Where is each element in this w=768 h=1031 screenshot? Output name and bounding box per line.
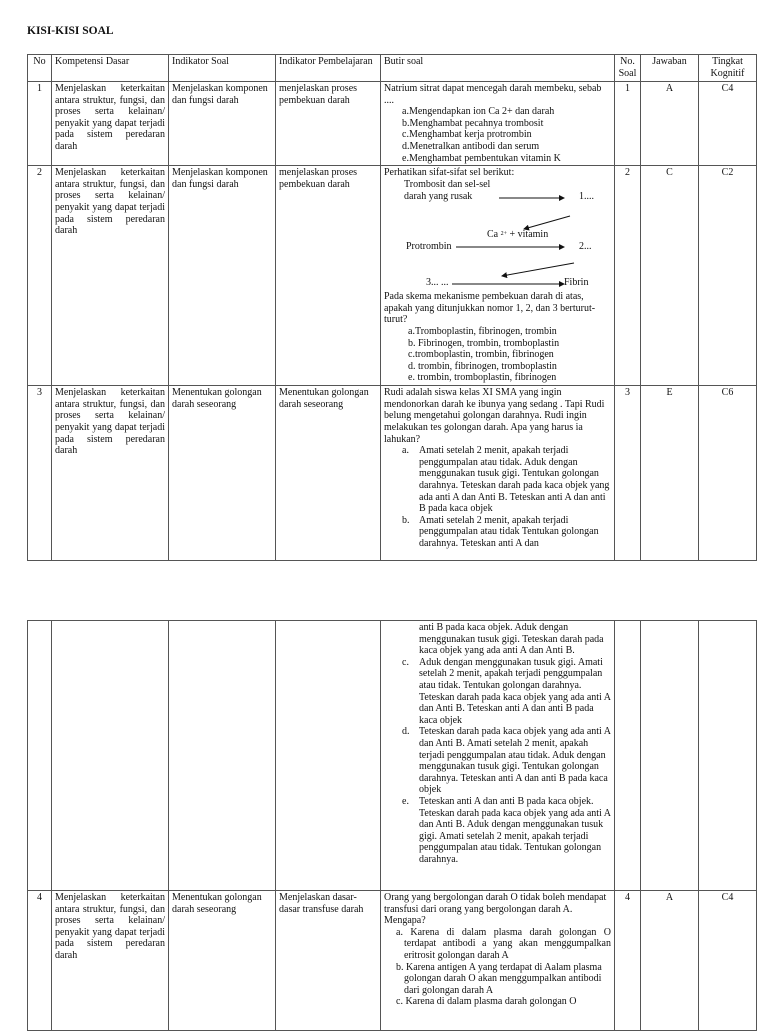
diagram-blank-1: 1.... [579, 191, 594, 203]
option-c: c.Menghambat kerja protrombin [402, 129, 532, 141]
table-row [28, 82, 757, 166]
jawaban: E [641, 386, 699, 561]
calcium-charge: 2+ [500, 231, 507, 238]
diagram-label: Fibrin [564, 277, 589, 289]
option-a: a. Karena di dalam plasma darah golongan O terdapat antibodi a yang akan menggumpalkan eritrosit golongan darah A [396, 926, 611, 961]
option-e [384, 796, 611, 866]
option-c: c.tromboplastin, trombin, fibrinogen [408, 349, 554, 361]
header-kompetensi-dasar: Kompetensi Dasar [52, 55, 169, 82]
row-no: 4 [28, 891, 52, 1031]
option-letter: a. [402, 445, 409, 457]
kompetensi-dasar: Menjelaskan keterkaitan antara struktur, fungsi, dan proses serta kelainan/ penyakit yang dapat terjadi pada sistem peredaran darah [52, 386, 169, 561]
option-text: Amati setelah 2 menit, apakah terjadi penggumpalan atau tidak Tentukan golongan darahnya. Teteskan anti A dan [419, 514, 599, 549]
question-text: Perhatikan sifat-sifat sel berikut: [384, 167, 515, 179]
empty-cell [169, 621, 276, 891]
option-d [384, 726, 611, 796]
indikator-pembelajaran: Menjelaskan dasar-dasar transfuse darah [276, 891, 381, 1031]
option-text: anti B pada kaca objek. Aduk dengan menggunakan tusuk gigi. Teteskan darah pada kaca objek yang ada anti A dan Anti B. [419, 622, 604, 657]
option-b [384, 515, 611, 550]
indikator-pembelajaran: menjelaskan proses pembekuan darah [276, 166, 381, 386]
option-d: d.Menetralkan antibodi dan serum [402, 140, 540, 152]
header-row [28, 55, 757, 82]
option-letter: b. [402, 514, 410, 526]
option-a: a.Mengendapkan ion Ca 2+ dan darah [402, 106, 555, 118]
butir-soal [381, 891, 615, 1031]
jawaban: C [641, 166, 699, 386]
empty-cell [699, 621, 757, 891]
option-b: b. Fibrinogen, trombin, tromboplastin [408, 337, 560, 349]
indikator-soal: Menjelaskan komponen dan fungsi darah [169, 82, 276, 166]
table-row [28, 621, 757, 891]
jawaban: A [641, 82, 699, 166]
empty-cell [28, 621, 52, 891]
header-indikator-pembelajaran: Indikator Pembelajaran [276, 55, 381, 82]
kisi-kisi-table-page-1 [27, 54, 757, 561]
question-text: Orang yang bergolongan darah O tidak boleh mendapat transfusi dari orang yang bergolongan darah A. Mengapa? [384, 892, 607, 927]
indikator-pembelajaran: Menentukan golongan darah seseorang [276, 386, 381, 561]
tingkat-kognitif: C4 [699, 891, 757, 1031]
kisi-kisi-table-page-2 [27, 620, 757, 1031]
diagram-label: Trombosit dan sel-sel [404, 179, 491, 191]
row-no: 1 [28, 82, 52, 166]
arrow-icon [502, 263, 574, 276]
jawaban: A [641, 891, 699, 1031]
empty-cell [276, 621, 381, 891]
option-e: e. trombin, tromboplastin, fibrinogen [408, 372, 557, 384]
tingkat-kognitif: C2 [699, 166, 757, 386]
question-text: Pada skema mekanisme pembekuan darah di atas, apakah yang ditunjukkan nomor 1, 2, dan 3 berturut-turut? [384, 291, 596, 326]
diagram-label: Protrombin [406, 241, 452, 253]
document-title: KISI-KISI SOAL [27, 25, 114, 37]
table-row [28, 891, 757, 1031]
option-c: c. Karena di dalam plasma darah golongan O [396, 996, 577, 1008]
option-b-continued: golongan darah O akan menggumpalkan antibodi dari golongan darah A [404, 973, 602, 996]
header-no-soal: No. Soal [615, 55, 641, 82]
header-no: No [28, 55, 52, 82]
diagram-label: darah yang rusak [404, 191, 473, 203]
diagram-arrows [384, 167, 614, 291]
row-no: 3 [28, 386, 52, 561]
butir-soal [381, 386, 615, 561]
kompetensi-dasar: Menjelaskan keterkaitan antara struktur, fungsi, dan proses serta kelainan/ penyakit yang dapat terjadi pada sistem peredaran darah [52, 82, 169, 166]
clotting-diagram [384, 167, 611, 291]
option-text: Aduk dengan menggunakan tusuk gigi. Amati setelah 2 menit, apakah terjadi penggumpalan atau tidak. Tentukan golongan darahnya. Teteskan darah pada kaca objek yang ada anti A dan Anti B. Teteskan anti A dan anti B pada kaca objek [419, 656, 611, 726]
option-e: e.Menghambat pembentukan vitamin K [402, 152, 561, 164]
option-d: d. trombin, fibrinogen, tromboplastin [408, 360, 557, 372]
option-text: Teteskan anti A dan anti B pada kaca objek. Teteskan darah pada kaca objek yang ada anti A dan Anti B. Aduk dengan menggunakan tusuk gigi. Amati setelah 2 menit, apakah terjadi penggumpalan atau tidak. Tentukan golongan darahnya. [419, 795, 611, 865]
header-tingkat-kognitif: Tingkat Kognitif [699, 55, 757, 82]
option-letter: c. [402, 656, 409, 668]
butir-soal [381, 166, 615, 386]
calcium-label: Ca [487, 229, 499, 241]
diagram-blank-3: 3... ... [426, 277, 449, 289]
tingkat-kognitif: C4 [699, 82, 757, 166]
diagram-blank-2: 2... [579, 241, 592, 253]
indikator-pembelajaran: menjelaskan proses pembekuan darah [276, 82, 381, 166]
row-no: 2 [28, 166, 52, 386]
no-soal: 4 [615, 891, 641, 1031]
header-jawaban: Jawaban [641, 55, 699, 82]
option-b: b. Karena antigen A yang terdapat di Aalam plasma [396, 961, 602, 973]
tingkat-kognitif: C6 [699, 386, 757, 561]
option-letter: e. [402, 795, 409, 807]
header-butir-soal: Butir soal [381, 55, 615, 82]
butir-soal [381, 82, 615, 166]
empty-cell [615, 621, 641, 891]
option-a: a.Tromboplastin, fibrinogen, trombin [408, 325, 557, 337]
arrow-icon [524, 216, 570, 229]
no-soal: 1 [615, 82, 641, 166]
indikator-soal: Menjelaskan komponen dan fungsi darah [169, 166, 276, 386]
no-soal: 2 [615, 166, 641, 386]
option-b: b.Menghambat pecahnya trombosit [402, 117, 544, 129]
vitamin-label: + vitamin [509, 229, 549, 241]
option-letter: d. [402, 726, 410, 738]
indikator-soal: Menentukan golongan darah seseorang [169, 386, 276, 561]
table-row [28, 386, 757, 561]
option-text: Amati setelah 2 menit, apakah terjadi penggumpalan atau tidak. Aduk dengan menggunakan tusuk gigi. Tentukan golongan darahnya. Teteskan darah pada kaca objek yang ada anti A dan Anti B. Teteskan anti A dan anti B pada kaca objek [419, 445, 610, 515]
header-indikator-soal: Indikator Soal [169, 55, 276, 82]
table-row [28, 166, 757, 386]
option-a [384, 445, 611, 515]
indikator-soal: Menentukan golongan darah seseorang [169, 891, 276, 1031]
empty-cell [641, 621, 699, 891]
kompetensi-dasar: Menjelaskan keterkaitan antara struktur, fungsi, dan proses serta kelainan/ penyakit yang dapat terjadi pada sistem peredaran darah [52, 891, 169, 1031]
no-soal: 3 [615, 386, 641, 561]
question-text: Rudi adalah siswa kelas XI SMA yang ingin mendonorkan darah ke ibunya yang sedang . Tapi Rudi belung mengetahui golongan darahnya. Rudi ingin melakukan tes golongan darah. Apa yang harus ia lahukan? [384, 387, 605, 445]
kompetensi-dasar: Menjelaskan keterkaitan antara struktur, fungsi, dan proses serta kelainan/ penyakit yang dapat terjadi pada sistem peredaran darah [52, 166, 169, 386]
question-text: Natrium sitrat dapat mencegah darah membeku, sebab .... [384, 83, 602, 106]
option-text: Teteskan darah pada kaca objek yang ada anti A dan Anti B. Amati setelah 2 menit, apakah terjadi penggumpalan atau tidak. Aduk dengan menggunakan tusuk gigi. Tentukan golongan darahnya. Teteskan anti A dan anti B pada kaca objek [419, 726, 611, 796]
butir-soal [381, 621, 615, 891]
empty-cell [52, 621, 169, 891]
option-c [384, 657, 611, 727]
option-b-continued [384, 622, 611, 657]
